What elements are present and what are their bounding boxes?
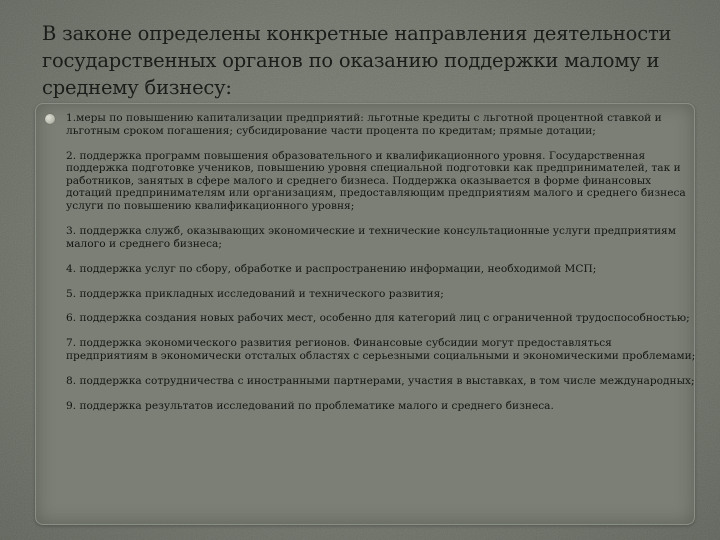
list-item: 4. поддержка услуг по сбору, обработке и распространению информации, необходимой МСП; bbox=[66, 262, 597, 275]
list-item: 8. поддержка сотрудничества с иностранными партнерами, участия в выставках, в том числе международных; bbox=[66, 375, 695, 388]
slide-title: В законе определены конкретные направления деятельности государственных органов по оказанию поддержки малому и среднему бизнесу: bbox=[42, 22, 672, 99]
list-item: 7. поддержка экономического развития регионов. Финансовые субсидии могут предоставляться предприятиям в экономически отсталых областях с серьезными социальными и экономическими проблемами; bbox=[66, 337, 696, 363]
list-item: 1.меры по повышению капитализации предприятий: льготные кредиты с льготной процентной ставкой и льготным сроком погашения; субсидирование части процента по кредитам; прямые дотации; bbox=[66, 112, 662, 137]
list-item: 5. поддержка прикладных исследований и технического развития; bbox=[66, 287, 444, 300]
list-item: 6. поддержка создания новых рабочих мест, особенно для категорий лиц с ограниченной трудоспособностью; bbox=[66, 312, 690, 325]
list-item: 9. поддержка результатов исследований по проблематике малого и среднего бизнеса. bbox=[66, 400, 554, 413]
list-item: 3. поддержка служб, оказывающих экономические и технические консультационные услуги предприятиям малого и среднего бизнеса; bbox=[66, 224, 676, 250]
support-directions-list bbox=[66, 112, 696, 425]
list-item: 2. поддержка программ повышения образовательного и квалификационного уровня. Государственная поддержка подготовке учеников, повышению уровня специальной подготовки как предпринимателей, так и работников, занятых в сфере малого и среднего бизнеса. Поддержка оказывается в форме финансовых дотаций предпринимателям или организациям, предоставляющим предприятиям малого и среднего бизнеса услуги по повышению квалификационного уровня; bbox=[66, 149, 686, 212]
bullet-icon bbox=[45, 114, 55, 124]
